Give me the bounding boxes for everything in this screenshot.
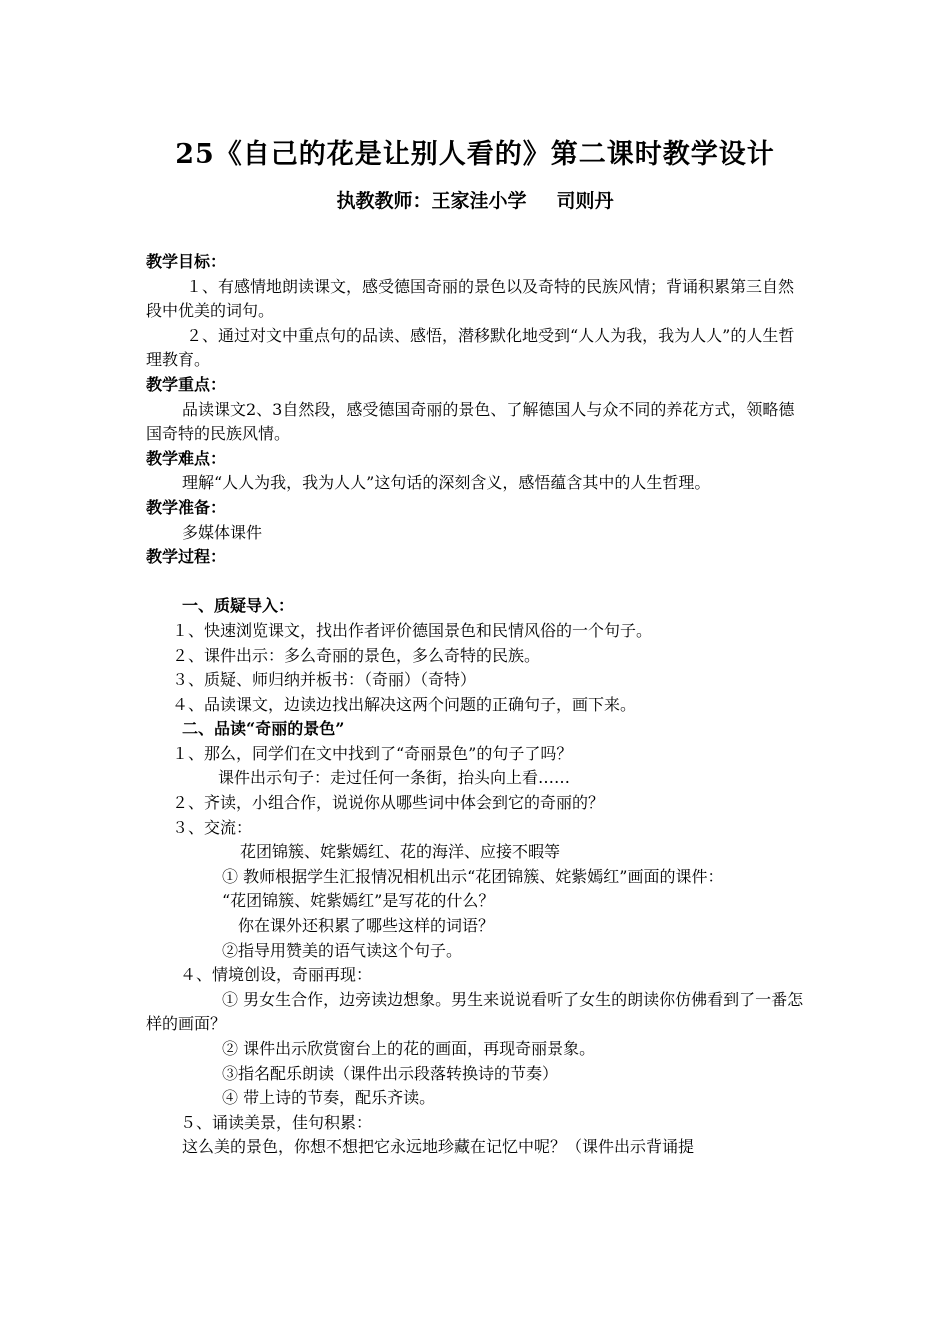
section1-step-2: ２、课件出示：多么奇丽的景色，多么奇特的民族。 — [172, 645, 541, 665]
section2-step-3-b: ②指导用赞美的语气读这个句子。 — [222, 940, 463, 960]
section2-heading: 二、品读“奇丽的景色” — [182, 719, 345, 739]
document-body — [146, 250, 806, 1160]
section2-step-3-question-1: “花团锦簇、姹紫嫣红”是写花的什么？ — [222, 891, 495, 911]
teacher-name: 司则丹 — [556, 190, 614, 212]
section2-step-1: １、那么，同学们在文中找到了“奇丽景色”的句子了吗？ — [172, 743, 573, 763]
section2-step-2: ２、齐读，小组合作，说说你从哪些词中体会到它的奇丽的？ — [172, 793, 605, 813]
process-heading: 教学过程： — [146, 547, 227, 567]
section2-step-5-text: 这么美的景色，你想不想把它永远地珍藏在记忆中呢？（课件出示背诵提 — [182, 1137, 695, 1157]
section2-step-3-question-2: 你在课外还积累了哪些这样的词语？ — [238, 916, 495, 936]
document-title: 25《自己的花是让别人看的》第二课时教学设计 — [175, 139, 775, 170]
key-points-text: 品读课文2、3自然段，感受德国奇丽的景色、了解德国人与众不同的养花方式，领略德国奇特的民族风情。 — [146, 399, 795, 444]
section2-step-3-words: 花团锦簇、姹紫嫣红、花的海洋、应接不暇等 — [240, 842, 561, 862]
difficulties-text: 理解“人人为我，我为人人”这句话的深刻含义，感悟蕴含其中的人生哲理。 — [182, 473, 711, 493]
goal-item-1: １、有感情地朗读课文，感受德国奇丽的景色以及奇特的民族风情；背诵积累第三自然段中优美的词句。 — [146, 276, 795, 321]
preparation-heading: 教学准备： — [146, 497, 227, 517]
section2-step-5: ５、诵读美景，佳句积累： — [180, 1112, 373, 1132]
section2-step-4-d: ④ 带上诗的节奏，配乐齐读。 — [222, 1088, 436, 1108]
section2-step-4-a: ① 男女生合作，边旁读边想象。男生来说说看听了女生的朗读你仿佛看到了一番怎样的画面？ — [146, 989, 804, 1034]
section1-step-1: １、快速浏览课文，找出作者评价德国景色和民情风俗的一个句子。 — [172, 620, 653, 640]
section2-step-3-a: ① 教师根据学生汇报情况相机出示“花团锦簇、姹紫嫣红”画面的课件： — [222, 866, 724, 886]
section2-step-1-detail: 课件出示句子：走过任何一条街，抬头向上看…… — [218, 768, 571, 788]
section2-step-4: ４、情境创设，奇丽再现： — [180, 965, 373, 985]
section1-step-3: ３、质疑、师归纳并板书：（奇丽）（奇特） — [172, 670, 477, 690]
preparation-text: 多媒体课件 — [182, 522, 263, 542]
goals-heading: 教学目标： — [146, 252, 227, 271]
section2-step-4-c: ③指名配乐朗读（课件出示段落转换诗的节奏） — [222, 1063, 559, 1083]
section2-step-4-b: ② 课件出示欣赏窗台上的花的画面，再现奇丽景象。 — [222, 1039, 596, 1058]
key-points-heading: 教学重点： — [146, 374, 227, 394]
section1-heading: 一、质疑导入： — [182, 596, 295, 616]
blank-line — [146, 570, 806, 595]
teacher-line — [0, 186, 950, 213]
goal-item-2: ２、通过对文中重点句的品读、感悟，潜移默化地受到“人人为我，我为人人”的人生哲理教育。 — [146, 325, 795, 370]
difficulties-heading: 教学难点： — [146, 448, 227, 468]
section2-step-3: ３、交流： — [172, 817, 253, 837]
section1-step-4: ４、品读课文，边读边找出解决这两个问题的正确句子，画下来。 — [172, 694, 637, 714]
teacher-label: 执教教师：王家洼小学 — [336, 190, 527, 212]
